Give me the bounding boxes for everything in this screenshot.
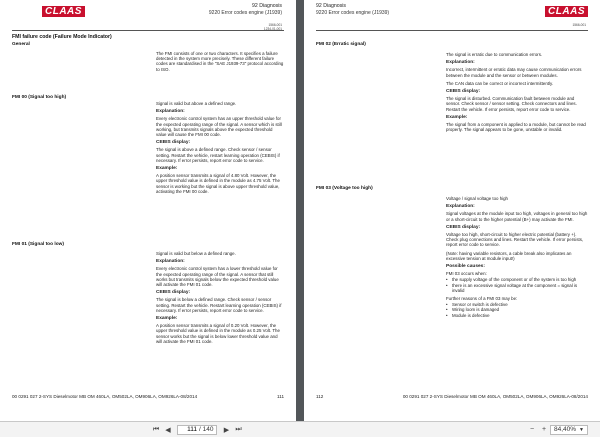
header-title: 92 Diagnosis — [316, 3, 346, 9]
list-item: • Module is defective — [446, 313, 588, 318]
list-item: • there is an excessive signal voltage at the component = signal is invalid — [446, 283, 588, 293]
fmi02-body: The signal is erratic due to communication errors. Explanation: Incorrect, intermittent or erratic data may cause communication errors between the module and the sensor or between modules. The CAN data can be correct or incorrect intermittently. CEBIS display: The signal is disturbed. Communication fault between module and sensor. Check sensor / sensor setting. Check connectors and lines. Restart the vehicle. If error persists, report error code to service. Example: The signal from a component is applied to a module, but cannot be read properly. The signal appears to be gone, unstable or invalid. — [446, 52, 586, 133]
zoom-in-icon: + — [541, 426, 547, 433]
fmi03-heading: FMI 03 (Voltage too high) — [316, 186, 373, 191]
zoom-out-icon: − — [529, 426, 535, 433]
footer-page-number: 112 — [316, 394, 324, 399]
zoom-out-button[interactable] — [526, 424, 538, 436]
list-item: • the supply voltage of the component or of the system is too high — [446, 277, 588, 282]
page-111 — [0, 0, 296, 421]
last-page-button[interactable] — [232, 424, 244, 436]
fmi01-heading: FMI 01 (Signal too low) — [12, 242, 64, 247]
page-header — [209, 3, 282, 16]
list-item: • Wiring loom is damaged — [446, 307, 588, 312]
fmi03-when-list — [446, 277, 588, 293]
doc-code: 1566-001 — [572, 23, 586, 27]
fmi00-heading: FMI 00 (Signal too high) — [12, 95, 67, 100]
footer-doc-ref: 00 0291 027 2-SYS Dieselmotor MB OM 460LA, OM502LA, OM906LA, OM926LA-08/2014 — [12, 394, 198, 399]
header-subtitle: 9220 Error codes engine (J1939) — [316, 9, 390, 16]
header-subtitle: 9220 Error codes engine (J1939) — [208, 9, 282, 16]
footer-page-number: 111 — [277, 394, 284, 399]
page-number-box — [177, 425, 217, 435]
last-page-icon: ⏭ — [235, 425, 242, 433]
first-page-icon: ⏮ — [152, 425, 160, 433]
fmi00-body: Signal is valid but above a defined range. Explanation: Every electronic control system has an upper threshold value for the expected operating range of the signal. A sensor which is still working, but transmits signals above the expected threshold value will cause the FMI 00 code. CEBIS display: The signal is above a defined range. Check sensor / sensor setting. Restart the vehicle, restart learning operation (CEBIS) if necessary. If error persists, report error code to service. Example: A position sensor transmits a signal of 4.80 Volt. However, the upper threshold value is defined in the module as 4.75 Volt. The sensor is working but the signal is above upper threshold value, activating the FMI 00 code. — [156, 101, 282, 194]
previous-page-button[interactable] — [162, 424, 174, 436]
next-page-button[interactable] — [220, 424, 232, 436]
page-header — [316, 3, 389, 16]
page-112 — [304, 0, 600, 421]
general-heading: General — [12, 42, 30, 47]
zoom-select[interactable] — [550, 425, 588, 435]
page-footer — [12, 394, 284, 399]
page-footer — [316, 394, 588, 399]
fmi03-body: Voltage / signal voltage too high Explanation: Signal voltages at the module input too high, voltages in general too high or a short-circuit to the higher potential (B+) may activate the FMI. CEBIS display: Voltage too high, short-circuit to higher electric potential (battery +). Check plug connections and lines. Restart the vehicle. If error persists, report error code to service. (Note: having variable resistors, a cable break also implicates an excessive tension at module input!) Possible causes: FMI 03 occurs when: • the supply voltage of the component or of the system is too high • there is an excessive signal voltage at the component = signal is invalid Further reasons of a FMI 03 may be: • Sensor or switch is defective • Wiring loom is damaged • Module is defective — [446, 196, 588, 321]
previous-page-icon: ◀ — [165, 426, 171, 434]
next-page-icon: ▶ — [223, 426, 230, 434]
fmi03-reasons-list — [446, 302, 588, 318]
total-pages: / 140 — [199, 426, 214, 433]
claas-logo: CLAAS — [42, 6, 85, 17]
fmi01-body: Signal is valid but below a defined range. Explanation: Every electronic control system has a lower threshold value for the expected operating range of the signal. A sensor that still works but transmits signals below the expected threshold value will activate the FMI 01 code. CEBIS display: The signal is below a defined range. Check sensor / sensor setting. Restart the vehicle. Restart learning operation (CEBIS) if necessary. If error persists, report error code to service. Example: A position sensor transmits a signal of 0.20 Volt. However, the upper threshold value is defined in the module as 0.25 Volt. The sensor works but the signal is below lower threshold value and will activate the FMI 01 code. — [156, 251, 282, 344]
page-number-input[interactable] — [181, 426, 197, 433]
fmi02-heading: FMI 02 (Erratic signal) — [316, 42, 366, 47]
first-page-button[interactable] — [150, 424, 162, 436]
general-text: The FMI consists of one or two characters. It specifies a failure detected in the system more precisely. These different failure codes are standardised in the "SAE J1939-73" protocol according to ISO. — [156, 51, 284, 72]
footer-doc-ref: 00 0291 027 2-SYS Dieselmotor MB OM 460LA, OM502LA, OM906LA, OM926LA-08/2014 — [402, 394, 588, 399]
header-title: 92 Diagnosis — [252, 3, 282, 9]
list-item: • Sensor or switch is defective — [446, 302, 588, 307]
zoom-in-button[interactable] — [538, 424, 550, 436]
doc-code: 1566-001 1234-01-001 — [263, 23, 282, 31]
header-rule — [316, 30, 588, 31]
chevron-down-icon: ▼ — [579, 426, 584, 433]
section-title: FMI failure code (Failure Mode Indicator) — [12, 34, 112, 40]
claas-logo: CLAAS — [545, 6, 588, 17]
zoom-level: 84,40% — [554, 426, 577, 433]
viewer-toolbar — [0, 421, 600, 437]
header-rule — [12, 30, 284, 31]
